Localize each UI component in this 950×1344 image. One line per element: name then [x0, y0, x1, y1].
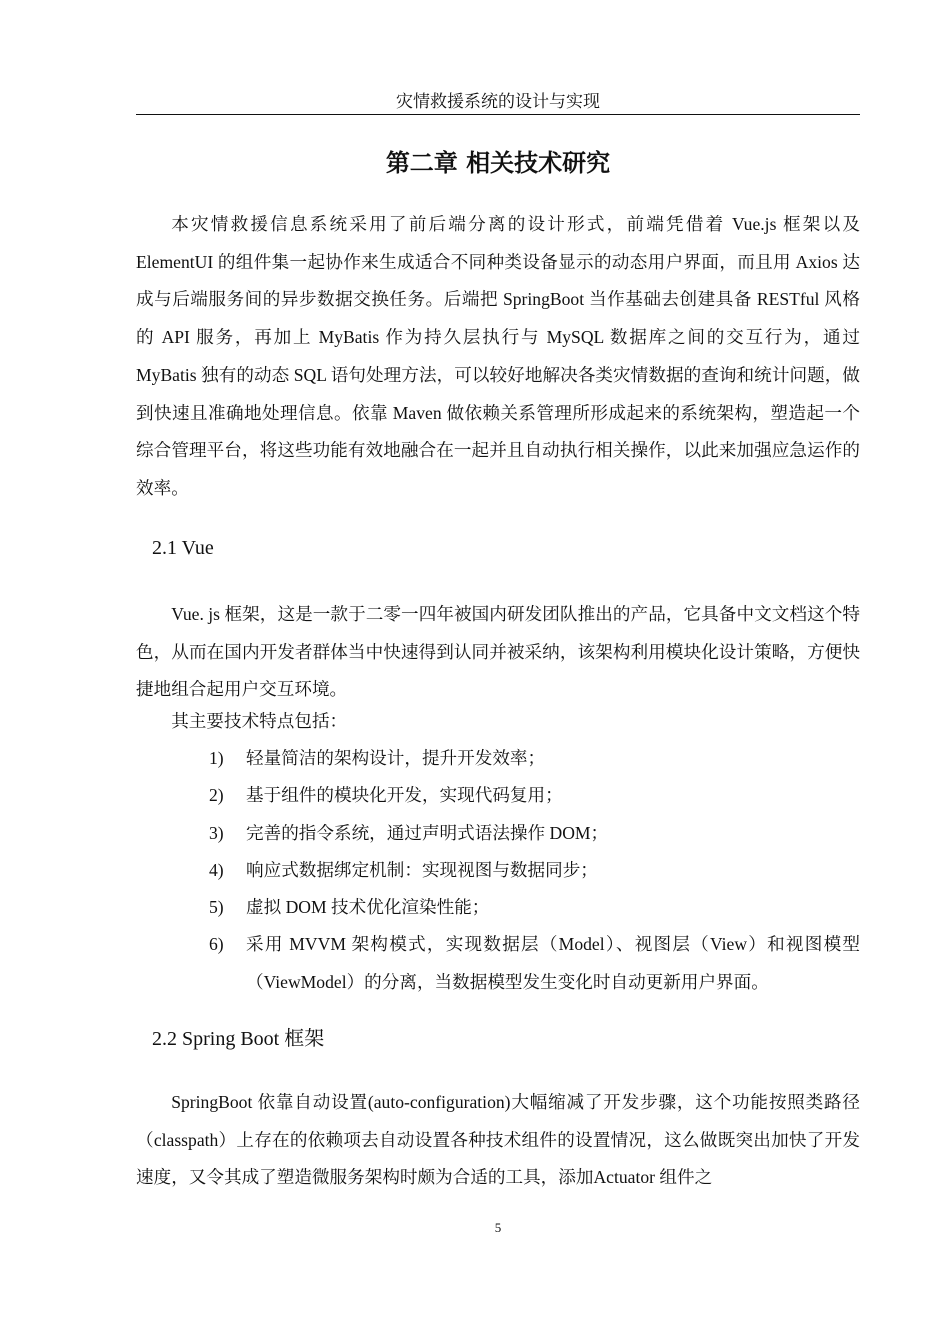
list-item-number: 6)	[209, 934, 224, 955]
feature-list-intro: 其主要技术特点包括：	[171, 711, 348, 731]
list-item-number: 5)	[209, 897, 224, 918]
header-rule	[136, 114, 860, 115]
chapter-title: 第二章 相关技术研究	[385, 149, 611, 177]
section-heading-vue: 2.1 Vue	[152, 537, 214, 559]
list-item-text: 响应式数据绑定机制：实现视图与数据同步；	[246, 859, 598, 880]
list-item-text: 轻量简洁的架构设计，提升开发效率；	[246, 748, 546, 768]
list-item	[136, 815, 860, 852]
list-item	[136, 740, 860, 777]
list-item	[136, 926, 860, 1001]
feature-list	[136, 740, 860, 1001]
list-item-text: 虚拟 DOM 技术优化渲染性能；	[246, 897, 490, 918]
list-item-number: 2)	[209, 785, 224, 806]
section-heading-spring-boot: 2.2 Spring Boot 框架	[152, 1028, 325, 1050]
list-item	[136, 852, 860, 889]
list-item-number: 1)	[209, 748, 224, 768]
spring-boot-paragraph: SpringBoot 依靠自动设置(auto-configuration)大幅缩减了开发步骤，这个功能按照类路径（classpath）上存在的依赖项去自动设置各种技术组件的设置情况，这么做既突出加快了开发速度，又令其成了塑造微服务架构时颇为合适的工具，添加Actuator 组件之	[136, 1092, 860, 1188]
list-item-text: 基于组件的模块化开发，实现代码复用；	[246, 785, 563, 806]
list-item-text: 完善的指令系统，通过声明式语法操作 DOM；	[246, 822, 609, 843]
intro-paragraph: 本灾情救援信息系统采用了前后端分离的设计形式，前端凭借着 Vue.js 框架以及 ElementUI 的组件集一起协作来生成适合不同种类设备显示的动态用户界面，而且用 Axios 达成与后端服务间的异步数据交换任务。后端把 SpringBoot 当作基础去创建具备 RESTful 风格的 API 服务，再加上 MyBatis 作为持久层执行与 MySQL 数据库之间的交互行为，通过 MyBatis 独有的动态 SQL 语句处理方法，可以较好地解决各类灾情数据的查询和统计问题，做到快速且准确地处理信息。依靠 Maven 做依赖关系管理所形成起来的系统架构，塑造起一个综合管理平台，将这些功能有效地融合在一起并且自动执行相关操作，以此来加强应急运作的效率。	[136, 214, 860, 498]
vue-paragraph: Vue. js 框架，这是一款于二零一四年被国内研发团队推出的产品，它具备中文文档这个特色，从而在国内开发者群体当中快速得到认同并被采纳，该架构利用模块化设计策略，方便快捷地组合起用户交互环境。	[136, 604, 860, 700]
list-item	[136, 889, 860, 926]
list-item	[136, 777, 860, 814]
list-item-number: 4)	[209, 859, 224, 880]
list-item-number: 3)	[209, 822, 224, 843]
page-number: 5	[494, 1220, 502, 1235]
list-item-text: 采用 MVVM 架构模式，实现数据层（Model）、视图层（View）和视图模型（ViewModel）的分离，当数据模型发生变化时自动更新用户界面。	[246, 934, 860, 992]
running-header: 灾情救援系统的设计与实现	[396, 92, 600, 111]
